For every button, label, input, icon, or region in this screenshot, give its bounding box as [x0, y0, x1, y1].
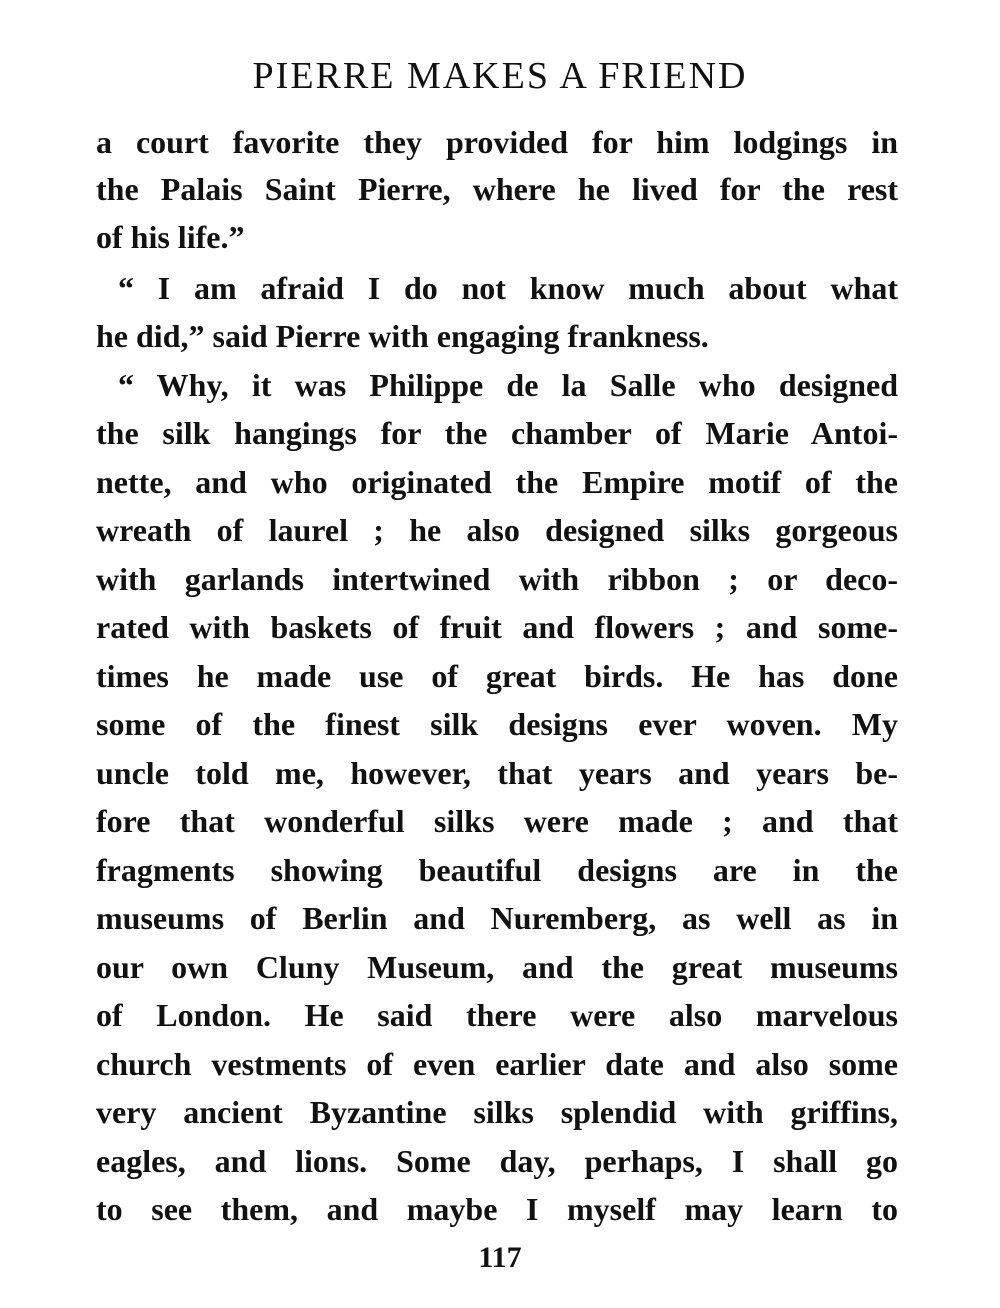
text-line: some of the finest silk designs ever woven. My — [96, 706, 898, 742]
text-line: with garlands intertwined with ribbon ; or deco- — [96, 561, 898, 597]
text-line: “ Why, it was Philippe de la Salle who designed — [118, 367, 898, 403]
text-line: church vestments of even earlier date and also some — [96, 1046, 898, 1082]
text-line: “ I am afraid I do not know much about what — [118, 270, 898, 306]
text-line: the Palais Saint Pierre, where he lived for the rest — [96, 171, 898, 207]
text-line: museums of Berlin and Nuremberg, as well as in — [96, 900, 898, 936]
text-line: of his life.” — [96, 219, 245, 255]
text-line: uncle told me, however, that years and years be- — [96, 755, 898, 791]
text-line: eagles, and lions. Some day, perhaps, I shall go — [96, 1143, 898, 1179]
page-number: 117 — [478, 1241, 522, 1274]
text-line: rated with baskets of fruit and flowers ; and some- — [96, 609, 898, 645]
text-line: the silk hangings for the chamber of Marie Antoi- — [96, 415, 898, 451]
running-head: PIERRE MAKES A FRIEND — [252, 55, 748, 97]
text-line: fragments showing beautiful designs are in the — [96, 852, 898, 888]
text-line: a court favorite they provided for him lodgings in — [96, 124, 898, 160]
text-line: to see them, and maybe I myself may learn to — [96, 1191, 898, 1227]
text-line: times he made use of great birds. He has done — [96, 658, 898, 694]
text-line: fore that wonderful silks were made ; and that — [96, 803, 898, 839]
text-line: he did,” said Pierre with engaging frankness. — [96, 318, 709, 354]
text-line: very ancient Byzantine silks splendid with griffins, — [96, 1094, 898, 1130]
text-line: nette, and who originated the Empire motif of the — [96, 464, 898, 500]
text-line: of London. He said there were also marvelous — [96, 997, 898, 1033]
text-line: our own Cluny Museum, and the great museums — [96, 949, 898, 985]
text-line: wreath of laurel ; he also designed silks gorgeous — [96, 512, 898, 548]
